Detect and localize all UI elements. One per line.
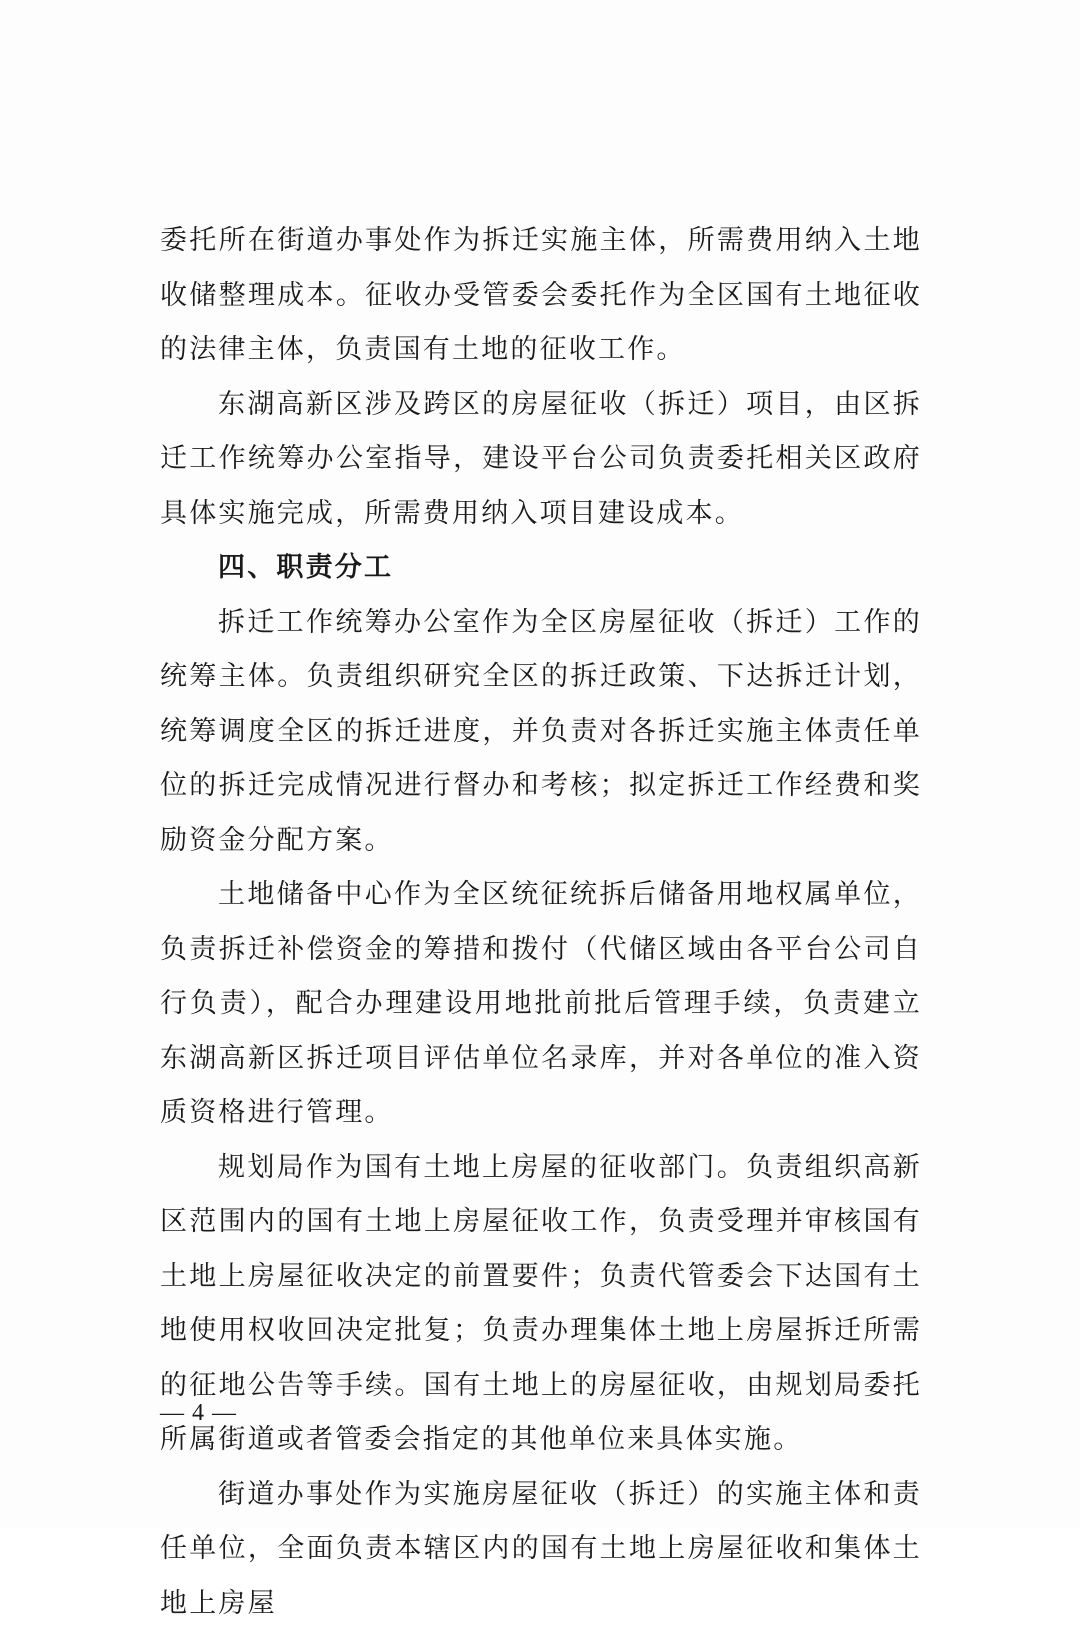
- paragraph-cross-district: 东湖高新区涉及跨区的房屋征收（拆迁）项目，由区拆迁工作统筹办公室指导，建设平台公司负责委托相关区政府具体实施完成，所需费用纳入项目建设成本。: [160, 378, 922, 542]
- page-number: — 4 —: [160, 1398, 237, 1428]
- paragraph-coordination-office: 拆迁工作统筹办公室作为全区房屋征收（拆迁）工作的统筹主体。负责组织研究全区的拆迁政策、下达拆迁计划，统筹调度全区的拆迁进度，并负责对各拆迁实施主体责任单位的拆迁完成情况进行督办和考核；拟定拆迁工作经费和奖励资金分配方案。: [160, 596, 922, 869]
- section-heading: 四、职责分工: [160, 541, 922, 596]
- paragraph-street-office: 街道办事处作为实施房屋征收（拆迁）的实施主体和责任单位，全面负责本辖区内的国有土地上房屋征收和集体土地上房屋: [160, 1468, 922, 1631]
- paragraph-land-reserve-center: 土地储备中心作为全区统征统拆后储备用地权属单位，负责拆迁补偿资金的筹措和拨付（代储区域由各平台公司自行负责），配合办理建设用地批前批后管理手续，负责建立东湖高新区拆迁项目评估单位名录库，并对各单位的准入资质资格进行管理。: [160, 868, 922, 1141]
- paragraph-continuation: 委托所在街道办事处作为拆迁实施主体，所需费用纳入土地收储整理成本。征收办受管委会委托作为全区国有土地征收的法律主体，负责国有土地的征收工作。: [160, 214, 922, 378]
- paragraph-planning-bureau: 规划局作为国有土地上房屋的征收部门。负责组织高新区范围内的国有土地上房屋征收工作，负责受理并审核国有土地上房屋征收决定的前置要件；负责代管委会下达国有土地使用权收回决定批复；负责办理集体土地上房屋拆迁所需的征地公告等手续。国有土地上的房屋征收，由规划局委托所属街道或者管委会指定的其他单位来具体实施。: [160, 1141, 922, 1468]
- document-body: [160, 214, 922, 1631]
